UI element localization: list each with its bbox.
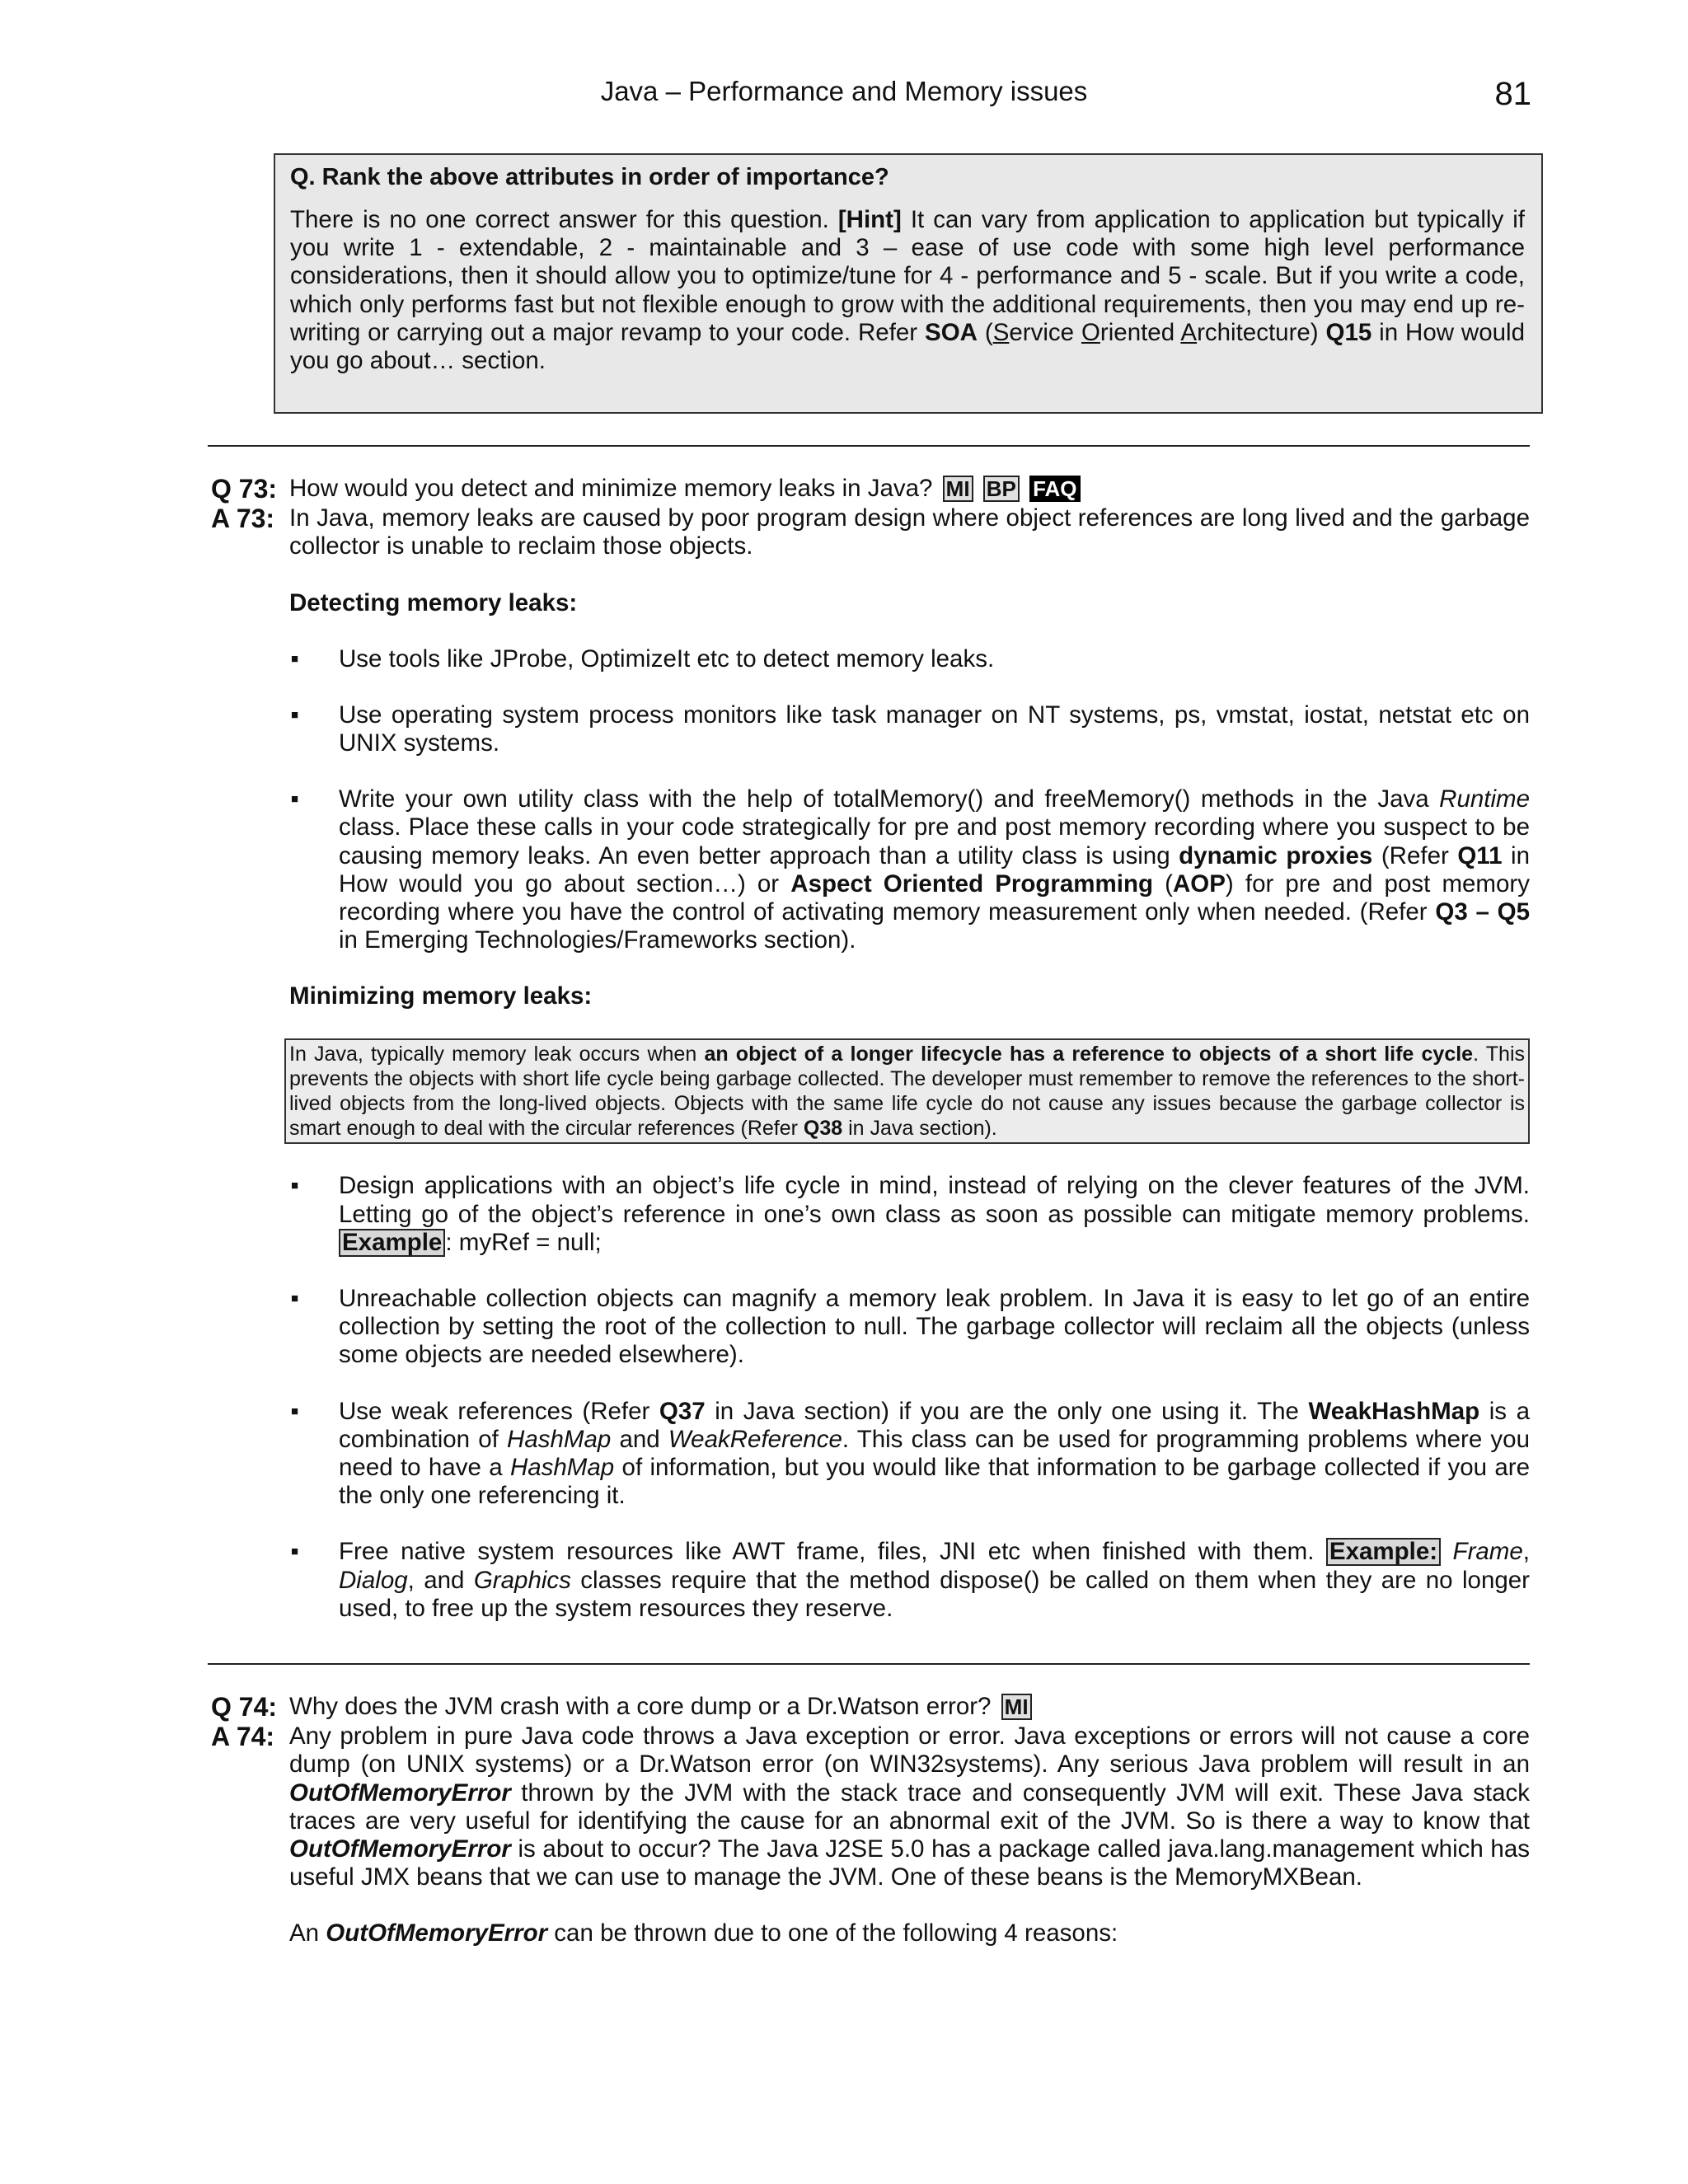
soa-term: SOA — [925, 318, 978, 346]
q73-question — [289, 475, 1530, 503]
m1-code: myRef = null; — [452, 1228, 602, 1256]
d3-e: ( — [1153, 869, 1173, 898]
running-header-title: Java – Performance and Memory issues — [600, 76, 1088, 106]
p2-b: can be thrown due to one of the following 4 reasons: — [547, 1919, 1118, 1947]
detect-heading: Detecting memory leaks: — [289, 588, 578, 616]
q73-answer-line — [211, 504, 1530, 560]
d3-c: (Refer — [1372, 841, 1458, 869]
box-q38: Q38 — [803, 1117, 843, 1141]
detect-list — [289, 645, 1530, 955]
q74-label: Q 74: — [211, 1692, 278, 1722]
box-b: . This prevents the objects with short life cycle being garbage collected. The developer must remember to remove the references to the short-lived objects from the long-lived objects. Objects with the same life cycle do not cause any issues because the garbage collector is smart enough to deal with the circular references (Refer — [289, 1043, 1526, 1141]
q15-ref: Q15 — [1325, 318, 1372, 346]
q73-question-text: How would you detect and minimize memory leaks in Java? — [289, 475, 940, 502]
p1-b: thrown by the JVM with the stack trace and consequently JVM will exit. These Java stack traces are very useful for identifying the cause for an abnormal exit of the JVM. So is there a way to know that — [289, 1779, 1530, 1835]
box-c: in Java section). — [842, 1117, 997, 1141]
m3-hm2: HashMap — [509, 1454, 615, 1482]
badge-bp: BP — [983, 476, 1020, 502]
p1-c: is about to occur? The Java J2SE 5.0 has a package called java.lang.management which has useful JMX beans that we can use to manage the JVM. One of these beans is the MemoryMXBean. — [289, 1835, 1530, 1891]
box-a: In Java, typically memory leak occurs when — [289, 1043, 705, 1066]
m4-graphics: Graphics — [473, 1566, 571, 1594]
soa-open: ( — [977, 318, 993, 346]
soa-o: O — [1081, 318, 1100, 346]
p1-a: Any problem in pure Java code throws a Java exception or error. Java exceptions or errors will not cause a core dump (on UNIX systems) or a Dr.Watson error (on WIN32systems). Any serious Java problem will result in an — [289, 1722, 1530, 1779]
example-colon: : — [445, 1228, 452, 1256]
d3-aop: AOP — [1172, 869, 1226, 898]
soa-riented: riented — [1100, 318, 1181, 346]
d3-f: ) for pre and post memory recording where you have the control of activating memory measurement only when needed. (Refer — [339, 869, 1530, 926]
q74-section — [211, 1693, 1530, 1948]
p2-a: An — [289, 1919, 326, 1947]
soa-rch: rchitecture) — [1197, 318, 1326, 346]
m3-e: . This class can be used for programming problems where you need to have a — [339, 1425, 1530, 1482]
m4-a: Free native system resources like AWT frame, files, JNI etc when finished with them. — [339, 1538, 1326, 1566]
rank-answer — [290, 206, 1525, 375]
m4-b: , — [1522, 1538, 1530, 1566]
d3-g: in Emerging Technologies/Frameworks section). — [339, 926, 856, 954]
example2-label: Example: — [1326, 1538, 1441, 1566]
q73-body — [289, 589, 1530, 1623]
q73-section — [211, 475, 1530, 1623]
minimize-heading: Minimizing memory leaks: — [289, 982, 593, 1010]
memory-leak-note-box — [284, 1038, 1530, 1144]
detect-item-3 — [289, 785, 1530, 954]
m3-f: of information, but you would like that information to be garbage collected if you are the only one referencing it. — [339, 1454, 1531, 1510]
m3-wr: WeakReference — [668, 1425, 842, 1453]
q74-answer-p2 — [289, 1919, 1530, 1947]
m4-frame: Frame — [1452, 1538, 1523, 1566]
d3-runtime: Runtime — [1439, 785, 1530, 813]
m3-c: is a combination of — [339, 1397, 1530, 1453]
detect-item-1: ■ Use tools like JProbe, OptimizeIt etc to detect memory leaks. — [289, 645, 1530, 673]
d3-dp: dynamic proxies — [1179, 841, 1373, 869]
a73-label: A 73: — [211, 504, 275, 534]
rank-answer-end: in How would you go about… section. — [290, 318, 1526, 375]
d3-q3: Q3 – Q5 — [1435, 898, 1530, 926]
detect-item-2: ■ Use operating system process monitors like task manager on NT systems, ps, vmstat, iostat, netstat etc on UNIX systems. — [289, 701, 1530, 757]
minimize-item-4 — [289, 1538, 1530, 1623]
badge-faq: FAQ — [1029, 476, 1080, 502]
m4-d: classes require that the method dispose() be called on them when they are no longer used, to free up the system resources they reserve. — [339, 1566, 1530, 1622]
m4-c: , and — [407, 1566, 474, 1594]
rank-question: Q. Rank the above attributes in order of importance? — [290, 164, 889, 190]
oome-3: OutOfMemoryError — [326, 1919, 548, 1947]
q73-label: Q 73: — [211, 474, 278, 504]
m3-whm: WeakHashMap — [1308, 1397, 1480, 1425]
minimize-item-2: ■ Unreachable collection objects can magnify a memory leak problem. In Java it is easy to let go of an entire collection by setting the root of the collection to null. The garbage collector will reclaim all the objects (unless some objects are needed elsewhere). — [289, 1285, 1530, 1370]
rank-answer-mid: It can vary from application to application but typically if you write 1 - extendable, 2 - maintainable and 3 – ease of use code with some high level performance considerations, then it should allow you to optimize/tune for 4 - performance and 5 - scale. But if you write a code, which only performs fast but not flexible enough to grow with the additional requirements, then you may end up re-writing or carrying out a major revamp to your code. Refer — [290, 206, 1525, 346]
section-divider-2 — [208, 1663, 1530, 1665]
q73-intro: In Java, memory leaks are caused by poor program design where object references are long lived and the garbage collector is unable to reclaim those objects. — [289, 504, 1530, 560]
badge-mi: MI — [943, 476, 973, 502]
soa-ervice: ervice — [1009, 318, 1081, 346]
m1-text: Design applications with an object’s life cycle in mind, instead of relying on the clever features of the JVM. Letting go of the object’s reference in one’s own class as soon as possible can mitigate memory problems. — [339, 1172, 1530, 1228]
q74-question — [289, 1693, 1530, 1721]
example-label: Example — [339, 1229, 445, 1257]
a74-label: A 74: — [211, 1722, 275, 1752]
d3-a: Write your own utility class with the help of totalMemory() and freeMemory() methods in the Java — [339, 785, 1440, 813]
d3-aop-full: Aspect Oriented Programming — [790, 869, 1153, 898]
soa-a: A — [1180, 318, 1198, 346]
minimize-list — [289, 1172, 1530, 1623]
q74-question-line — [211, 1693, 1530, 1721]
m3-d: and — [611, 1425, 668, 1453]
badge-mi-2: MI — [1001, 1694, 1032, 1720]
d3-q11: Q11 — [1457, 841, 1503, 869]
d3-d: in How would you go about section…) or — [339, 841, 1530, 898]
m3-b: in Java section) if you are the only one using it. The — [705, 1397, 1309, 1425]
m4-dialog: Dialog — [339, 1566, 408, 1594]
section-divider — [208, 445, 1530, 447]
hint-label: [Hint] — [837, 206, 902, 233]
q74-question-text: Why does the JVM crash with a core dump or a Dr.Watson error? — [289, 1693, 998, 1720]
minimize-item-3 — [289, 1398, 1530, 1511]
oome-2: OutOfMemoryError — [289, 1835, 511, 1863]
rank-question-box — [274, 153, 1543, 414]
box-bold: an object of a longer lifecycle has a reference to objects of a short life cycle — [704, 1043, 1474, 1066]
q74-answer-p1 — [289, 1722, 1530, 1891]
soa-s: S — [992, 318, 1010, 346]
minimize-item-1 — [289, 1172, 1530, 1257]
q74-answer-line — [211, 1722, 1530, 1891]
m3-q37: Q37 — [659, 1397, 706, 1425]
m3-a: Use weak references (Refer — [339, 1397, 659, 1425]
page-number: 81 — [1494, 76, 1531, 112]
q73-question-line — [211, 475, 1530, 503]
m3-hm: HashMap — [507, 1425, 612, 1453]
rank-answer-start: There is no one correct answer for this question. — [290, 206, 838, 233]
oome-1: OutOfMemoryError — [289, 1779, 511, 1807]
d3-b: class. Place these calls in your code strategically for pre and post memory recording where you suspect to be causing memory leaks. An even better approach than a utility class is using — [339, 813, 1530, 869]
